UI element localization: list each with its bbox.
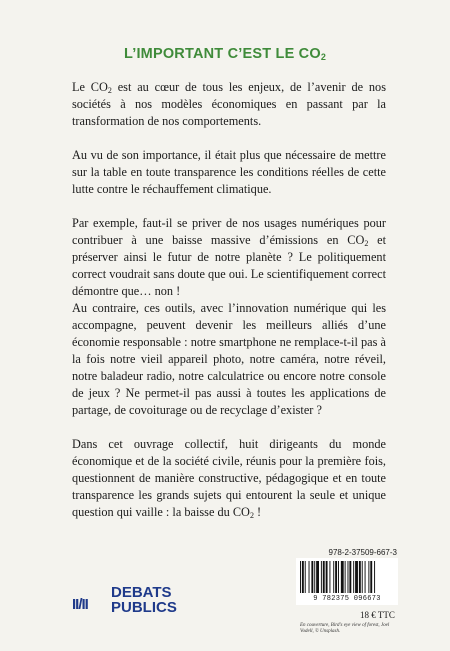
barcode-bar xyxy=(300,561,301,593)
barcode-bar xyxy=(359,561,361,593)
barcode-bar xyxy=(309,561,310,593)
p1-text-a: Le CO xyxy=(72,80,108,94)
paragraph-5 xyxy=(72,436,386,521)
barcode-bar xyxy=(321,561,322,593)
barcode-bar xyxy=(341,561,344,593)
barcode-bar xyxy=(311,561,313,593)
barcode-bar xyxy=(348,561,349,593)
p3-text-a: Par exemple, faut-il se priver de nos usages numériques pour contribuer à une baisse massive d’émissions en CO xyxy=(72,216,386,247)
barcode-bar xyxy=(365,561,366,593)
publisher-line-1: DEBATS xyxy=(111,584,172,601)
barcode-bar xyxy=(333,561,334,593)
barcode-bar xyxy=(370,561,372,593)
paragraph-2: Au vu de son importance, il était plus que nécessaire de mettre sur la table en toute transparence les conditions réelles de cette lutte contre le réchauffement climatique. xyxy=(72,148,386,196)
publisher-name xyxy=(111,585,177,615)
barcode-bar xyxy=(314,561,315,593)
barcode-bar xyxy=(305,561,306,593)
barcode-bar xyxy=(374,561,375,593)
paragraph-4: Au contraire, ces outils, avec l’innovation numérique qui les accompagne, peuvent devenir les meilleurs alliés d’une économie responsable : notre smartphone ne remplace-t-il pas à la fois notre vieil appareil photo, notre caméra, notre réveil, notre baladeur radio, notre calculatrice ou encore notre console de jeux ? Ne permet-il pas aussi à toutes les applications de partage, de covoiturage ou de recyclage d’exister ? xyxy=(72,301,386,417)
p1-subscript: 2 xyxy=(107,86,112,95)
p5-subscript: 2 xyxy=(249,511,254,520)
barcode-bar xyxy=(323,561,325,593)
barcode-icon xyxy=(296,558,398,596)
barcode-bar xyxy=(338,561,339,593)
barcode-bar xyxy=(335,561,337,593)
book-title xyxy=(0,46,450,62)
barcode-bar xyxy=(345,561,346,593)
p5-text-b: ! xyxy=(253,505,262,519)
title-subscript: 2 xyxy=(320,52,327,62)
barcode-bar xyxy=(362,561,363,593)
title-main: L’IMPORTANT C’EST LE CO xyxy=(123,46,321,62)
barcode-number: 9 782375 096673 xyxy=(313,595,381,603)
publisher-line-2: PUBLICS xyxy=(111,599,177,616)
paragraph-3 xyxy=(72,215,386,300)
barcode-bar xyxy=(326,561,328,593)
barcode-bar xyxy=(353,561,354,593)
blurb xyxy=(72,79,386,521)
barcode-bar xyxy=(349,561,351,593)
barcode-bar xyxy=(368,561,369,593)
p3-text-b: et préserver ainsi le futur de notre planète ? Le politiquement correct voudrait sans doute que oui. Le scientifiquement correct démontre que… non ! xyxy=(72,233,387,298)
barcode xyxy=(296,558,398,605)
cover-credit: En couverture, Bird's eye view of forest, Joel Vodell, © Unsplash. xyxy=(300,623,390,634)
barcode-bar xyxy=(302,561,304,593)
barcode-bar xyxy=(355,561,358,593)
p5-text-a: Dans cet ouvrage collectif, huit dirigeants du monde économique et de la société civile, réunis pour la première fois, questionnent de manière constructive, pédagogique et en toute transparence les grands sujets qui entourent la seule et unique question qui vaille : la baisse du CO xyxy=(72,437,386,519)
barcode-bar xyxy=(329,561,330,593)
paragraph-1 xyxy=(72,79,386,130)
p1-text-b: est au cœur de tous les enjeux, de l’avenir de nos sociétés à nos modèles économiques en passant par la transformation de nos comportements. xyxy=(72,80,386,128)
isbn: 978-2-37509-667-3 xyxy=(328,548,397,557)
barcode-bar xyxy=(316,561,319,593)
publisher-logo-icon: II/II xyxy=(72,596,88,613)
price: 18 € TTC xyxy=(360,610,395,620)
p3-subscript: 2 xyxy=(364,239,369,248)
